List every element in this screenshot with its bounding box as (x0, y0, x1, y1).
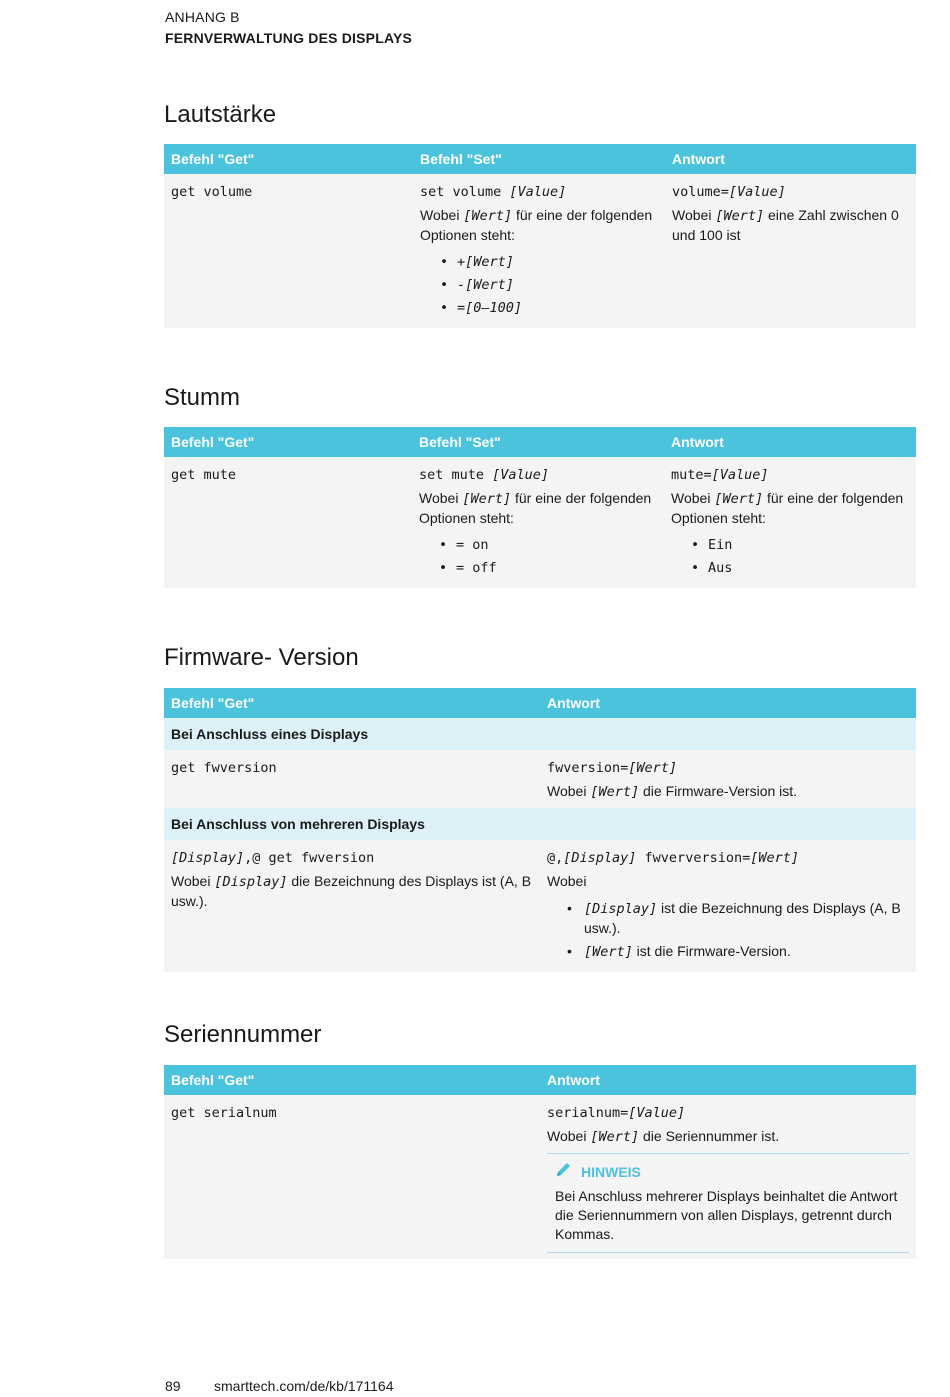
subheader-single-display: Bei Anschluss eines Displays (164, 718, 916, 750)
wobei-text: Wobei (171, 873, 215, 889)
wert-placeholder: [Wert] (714, 491, 764, 507)
section-title-firmware: Firmware- Version (164, 644, 359, 671)
page-number: 89 (165, 1378, 181, 1394)
list-item: • Aus (691, 559, 909, 578)
get-command: get mute (171, 467, 237, 483)
set-description: für eine der folgenden Optionen steht: (420, 207, 653, 243)
list-item: • = on (439, 536, 657, 555)
wobei-text: Wobei (419, 490, 463, 506)
response-command: volume= (672, 184, 729, 200)
get-command: get volume (171, 184, 253, 200)
list-item: • =[0–100] (440, 299, 658, 318)
section-title-volume: Lautstärke (164, 101, 277, 128)
response-value-placeholder: [Value] (628, 1105, 686, 1121)
table-row (164, 174, 916, 328)
column-header-set: Befehl "Set" (413, 144, 665, 174)
response-value-placeholder: [Value] (728, 184, 786, 200)
column-header-response: Antwort (540, 1065, 916, 1095)
firmware-table (164, 688, 916, 972)
get-description: die Bezeichnung des Displays ist (A, B usw.). (171, 873, 532, 909)
wobei-text: Wobei (672, 207, 716, 223)
column-header-response: Antwort (540, 688, 916, 718)
get-command: ,@ get fwversion (244, 850, 375, 866)
serial-table (164, 1065, 916, 1259)
response-description: die Seriennummer ist. (639, 1128, 780, 1144)
section-title-mute: Stumm (164, 384, 241, 411)
wert-placeholder: [Wert] (462, 491, 512, 507)
set-value-placeholder: [Value] (509, 184, 567, 200)
wert-placeholder: [Wert] (628, 760, 678, 776)
table-row (164, 840, 916, 972)
table-row (164, 750, 916, 808)
set-options-list (419, 536, 657, 578)
note-title: HINWEIS (581, 1164, 641, 1180)
display-placeholder: [Display] (563, 850, 637, 866)
display-placeholder: [Display] (584, 901, 658, 917)
response-description: für eine der folgenden Optionen steht: (671, 490, 904, 526)
set-description: für eine der folgenden Optionen steht: (419, 490, 652, 526)
get-command: get serialnum (171, 1105, 277, 1121)
wobei-text: Wobei (420, 207, 464, 223)
table-row (164, 1095, 916, 1259)
section-title-serial: Seriennummer (164, 1021, 322, 1048)
wert-placeholder: [Wert] (584, 944, 633, 960)
wert-placeholder: [Wert] (463, 208, 513, 224)
wobei-text: Wobei (671, 490, 715, 506)
wobei-text: Wobei (547, 1128, 591, 1144)
appendix-label: ANHANG B (165, 9, 240, 25)
column-header-get: Befehl "Get" (164, 688, 540, 718)
column-header-response: Antwort (665, 144, 916, 174)
mute-table (164, 427, 916, 588)
set-options-list (420, 253, 658, 318)
response-command: serialnum= (547, 1105, 629, 1121)
list-item (567, 942, 909, 962)
list-item: • -[Wert] (440, 276, 658, 295)
wert-placeholder: [Wert] (590, 784, 640, 800)
column-header-get: Befehl "Get" (164, 427, 412, 457)
wobei-text: Wobei (547, 783, 591, 799)
list-item (567, 899, 909, 938)
response-command: fwversion= (547, 760, 629, 776)
response-command: mute= (671, 467, 712, 483)
response-value-placeholder: [Value] (711, 467, 769, 483)
column-header-response: Antwort (664, 427, 916, 457)
wert-placeholder: [Wert] (750, 850, 799, 866)
display-placeholder: [Display] (214, 874, 288, 890)
set-command: set volume (420, 184, 510, 200)
table-row (164, 457, 916, 588)
response-command: fwverversion= (636, 850, 751, 866)
get-command: get fwversion (171, 760, 277, 776)
subheader-multiple-displays: Bei Anschluss von mehreren Displays (164, 808, 916, 840)
chapter-title: FERNVERWALTUNG DES DISPLAYS (165, 30, 413, 46)
item-text: ist die Firmware-Version. (632, 943, 791, 959)
response-description: eine Zahl zwischen 0 und 100 ist (672, 207, 899, 243)
note-text: Bei Anschluss mehrerer Displays beinhaltet die Antwort die Seriennummern von allen Displays, getrennt durch Kommas. (555, 1188, 898, 1242)
wert-placeholder: [Wert] (590, 1129, 640, 1145)
list-item: • = off (439, 559, 657, 578)
column-header-get: Befehl "Get" (164, 1065, 540, 1095)
list-item: • Ein (691, 536, 909, 555)
item-text: ist die Bezeichnung des Displays (A, B usw.). (584, 900, 901, 936)
wert-placeholder: [Wert] (715, 208, 765, 224)
response-details-list (547, 899, 909, 962)
response-options-list (671, 536, 909, 578)
column-header-set: Befehl "Set" (412, 427, 664, 457)
footer-url: smarttech.com/de/kb/171164 (214, 1378, 394, 1394)
set-command: set mute (419, 467, 493, 483)
display-placeholder: [Display] (171, 850, 245, 866)
list-item: • +[Wert] (440, 253, 658, 272)
volume-table (164, 144, 916, 328)
response-prefix: @, (547, 850, 564, 866)
set-value-placeholder: [Value] (492, 467, 550, 483)
response-description: die Firmware-Version ist. (639, 783, 798, 799)
note-box (547, 1153, 909, 1253)
pencil-icon (555, 1162, 573, 1183)
column-header-get: Befehl "Get" (164, 144, 413, 174)
wobei-text: Wobei (547, 873, 587, 889)
